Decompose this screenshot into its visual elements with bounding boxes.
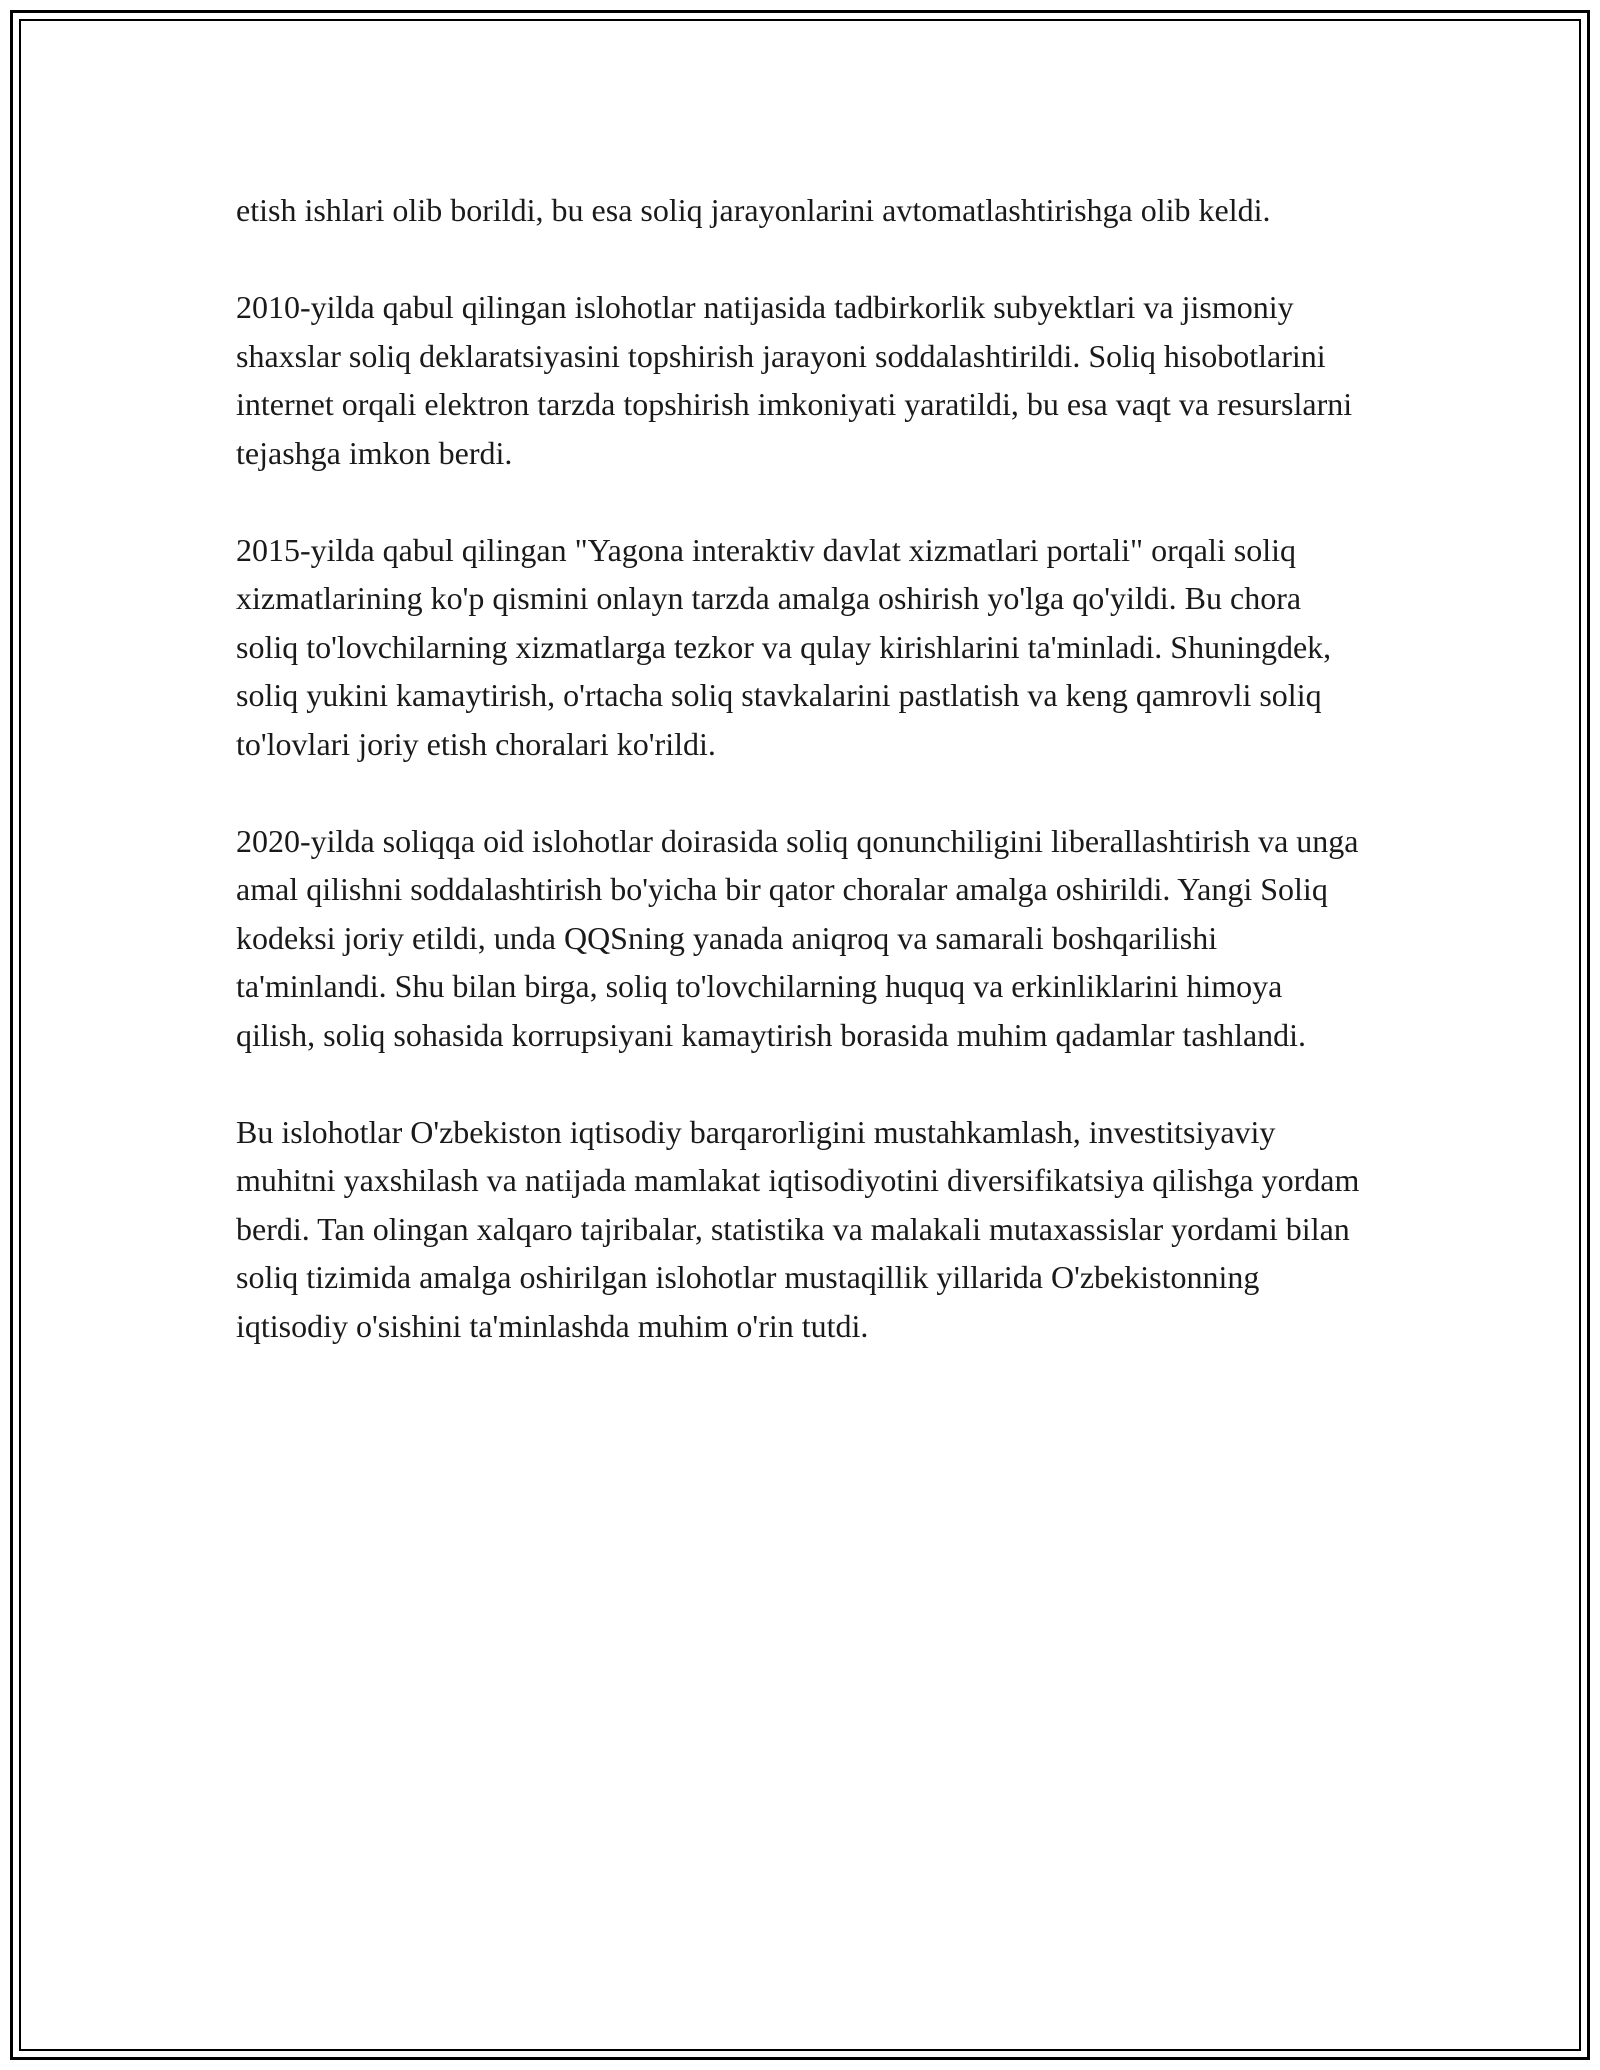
paragraph-2020-reforms: 2020-yilda soliqqa oid islohotlar doirasida soliq qonunchiligini liberallashtirish va unga amal qilishni soddalashtirish bo'yicha bir qator choralar amalga oshirildi. Yangi Soliq kodeksi joriy etildi, unda QQSning yanada aniqroq va samarali boshqarilishi ta'minlandi. Shu bilan birga, soliq to'lovchilarning huquq va erkinliklarini himoya qilish, soliq sohasida korrupsiyani kamaytirish borasida muhim qadamlar tashlandi. (236, 822, 1359, 1053)
paragraph-conclusion: Bu islohotlar O'zbekiston iqtisodiy barqarorligini mustahkamlash, investitsiyaviy muhitni yaxshilash va natijada mamlakat iqtisodiyotini diversifikatsiya qilishga yordam berdi. Tan olingan xalqaro tajribalar, statistika va malakali mutaxassislar yordami bilan soliq tizimida amalga oshirilgan islohotlar mustaqillik yillarida O'zbekistonning iqtisodiy o'sishini ta'minlashda muhim o'rin tutdi. (236, 1113, 1360, 1344)
paragraph-2010-reforms: 2010-yilda qabul qilingan islohotlar natijasida tadbirkorlik subyektlari va jismoniy shaxslar soliq deklaratsiyasini topshirish jarayoni soddalashtirildi. Soliq hisobotlarini internet orqali elektron tarzda topshirish imkoniyati yaratildi, bu esa vaqt va resurslarni tejashga imkon berdi. (236, 289, 1353, 471)
document-body (236, 186, 1366, 1399)
paragraph-continuation: etish ishlari olib borildi, bu esa soliq jarayonlarini avtomatlashtirishga olib keldi. (236, 192, 1271, 228)
paragraph-2015-reforms: 2015-yilda qabul qilingan "Yagona interaktiv davlat xizmatlari portali" orqali soliq xizmatlarining ko'p qismini onlayn tarzda amalga oshirish yo'lga qo'yildi. Bu chora soliq to'lovchilarning xizmatlarga tezkor va qulay kirishlarini ta'minladi. Shuningdek, soliq yukini kamaytirish, o'rtacha soliq stavkalarini pastlatish va keng qamrovli soliq to'lovlari joriy etish choralari ko'rildi. (236, 531, 1332, 762)
